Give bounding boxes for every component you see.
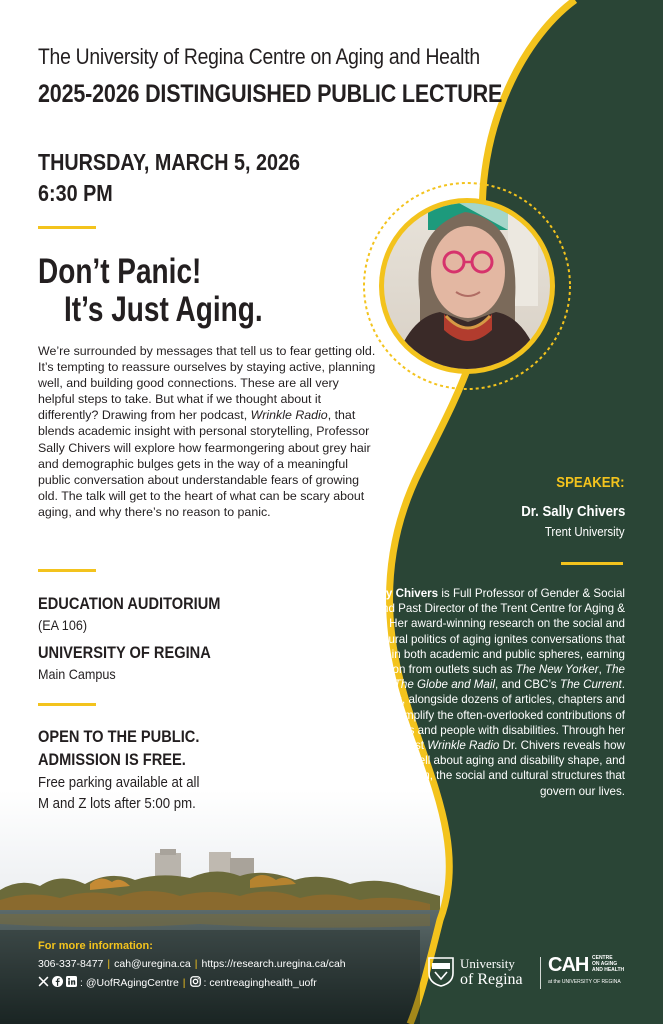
lecture-title-line2: It’s Just Aging. — [64, 290, 263, 329]
bio-outlet-current: The Current — [559, 678, 622, 692]
social-line — [38, 976, 317, 989]
venue-room: EDUCATION AUDITORIUM — [38, 594, 221, 613]
facebook-icon[interactable] — [52, 976, 63, 987]
header-organization: The University of Regina Centre on Aging and Health — [38, 44, 480, 69]
parking-line1: Free parking available at all — [38, 774, 200, 791]
bio-text-1: is Full Professor of Gender & Social Justice and Past Director of the Trent Centre for Aging & Society. Her award-winning research on the social and cultural politics of aging ignites conversations that resonate in both academic and public spheres, earning attention from outlets such as — [336, 587, 625, 677]
speaker-bio — [325, 586, 625, 799]
bio-text-6: Dr. Chivers reveals how the stories we tell about aging and disability shape, and can even transform, the social and cultural structures that govern our lives. — [330, 739, 625, 798]
bio-podcast-title: Wrinkle Radio — [427, 739, 500, 753]
university-of-regina-logo — [428, 955, 536, 991]
speaker-affiliation: Trent University — [545, 524, 625, 539]
lecture-description — [38, 343, 378, 520]
cah-logo — [548, 955, 630, 991]
event-date: THURSDAY, MARCH 5, 2026 — [38, 149, 300, 175]
ur-wordmark-line1: University — [460, 956, 515, 971]
bio-outlet-new-yorker: The New Yorker — [515, 663, 599, 677]
description-podcast-title: Wrinkle Radio — [250, 408, 328, 423]
admission-free: ADMISSION IS FREE. — [38, 750, 186, 769]
cah-line2: ON AGING — [592, 961, 618, 967]
cah-line1: CENTRE — [592, 955, 613, 961]
venue-campus: Main Campus — [38, 666, 116, 682]
separator: | — [107, 958, 111, 970]
more-info-label: For more information: — [38, 940, 153, 952]
website-link[interactable]: https://research.uregina.ca/cah — [201, 958, 346, 970]
description-text-2: , that blends academic insight with personal storytelling, Professor Sally Chivers will explore how fearmongering about grey hair and demographic bulges gets in the way of a meaningful public conversation about understandable fears of growing old. The talk will get to the heart of what can be scary about aging, and why there’s no reason to panic. — [38, 408, 371, 519]
contact-line — [38, 958, 346, 970]
bio-text-4: , and CBC’s — [495, 678, 560, 692]
venue-institution: UNIVERSITY OF REGINA — [38, 643, 211, 662]
cah-line3: AND HEALTH — [592, 967, 625, 973]
header-lecture-series: 2025-2026 DISTINGUISHED PUBLIC LECTURE — [38, 80, 503, 108]
venue-room-code: (EA 106) — [38, 617, 88, 633]
linkedin-icon[interactable] — [66, 976, 77, 987]
bio-outlet-guardian: The Guardian — [339, 663, 625, 692]
speaker-heading: SPEAKER: — [556, 474, 625, 491]
cah-subtitle: at the UNIVERSITY OF REGINA — [548, 979, 621, 985]
email-link[interactable]: cah@uregina.ca — [114, 958, 191, 970]
separator: | — [182, 977, 186, 989]
parking-line2: M and Z lots after 5:00 pm. — [38, 795, 196, 812]
x-icon[interactable] — [38, 976, 49, 987]
lecture-title-line1: Don’t Panic! — [38, 252, 202, 291]
ur-wordmark-line2: of Regina — [460, 971, 523, 988]
separator: | — [194, 958, 198, 970]
admission-open: OPEN TO THE PUBLIC. — [38, 727, 200, 746]
bio-name: Dr. Sally Chivers — [346, 587, 439, 600]
instagram-handle[interactable]: : centreaginghealth_uofr — [203, 977, 317, 989]
bio-text-3: , — [387, 678, 394, 692]
cah-mark: CAH — [548, 954, 589, 976]
bio-text-5: . Her books, alongside dozens of articles, chapters and short films, amplify the often-overlooked contributions of older adults and people with disabilities. Through her scholarly podcast — [334, 678, 625, 753]
phone-number[interactable]: 306-337-8477 — [38, 958, 104, 970]
crest-icon — [428, 957, 454, 987]
speaker-name: Dr. Sally Chivers — [520, 503, 625, 520]
description-text-1: We’re surrounded by messages that tell us to fear getting old. It’s tempting to reassure ourselves by staying active, planning well, and building good connections. These are all very helpful steps to take. But what if we thought about it differently? Drawing from her podcast, — [38, 344, 376, 423]
social-handle[interactable]: : @UofRAgingCentre — [80, 977, 179, 989]
bio-text-2: , — [598, 663, 606, 677]
bio-outlet-globe: The Globe and Mail — [393, 678, 496, 692]
instagram-icon[interactable] — [190, 976, 201, 987]
event-time: 6:30 PM — [38, 180, 113, 206]
